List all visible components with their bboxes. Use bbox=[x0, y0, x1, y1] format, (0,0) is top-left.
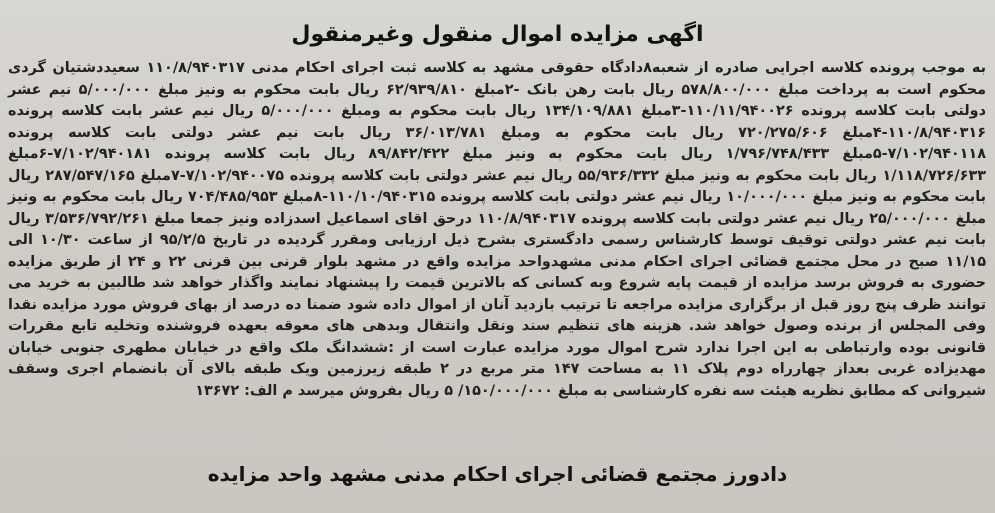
notice-signature: دادورز مجتمع قضائی اجرای احکام مدنی مشهد واحد مزایده bbox=[207, 462, 788, 486]
notice-body: به موجب پرونده کلاسه اجرایی صادره از شعبه۸دادگاه حقوقی مشهد به کلاسه ثبت اجرای احکام مدنی ۱۱۰/۸/۹۴۰۳۱۷ سعیددشتیان گردی محکوم است به پرداخت مبلغ ۵۷۸/۸۰۰/۰۰۰ ریال بابت رهن بانک -۲مبلغ ۶۲/۹۳۹/۸۱۰ ریال بابت محکوم به ونیز مبلغ ۵/۰۰۰/۰۰۰ نیم عشر دولتی بابت کلاسه پرونده ۱۱۰/۱۱/۹۴۰۰۲۶-۳مبلغ ۱۳۴/۱۰۹/۸۸۱ ریال بابت محکوم به ومبلغ ۵/۰۰۰/۰۰۰ ریال نیم عشر بابت کلاسه پرونده ۱۱۰/۸/۹۴۰۳۱۶-۴مبلغ ۷۲۰/۲۷۵/۶۰۶ ریال بابت محکوم به ومبلغ ۳۶/۰۱۳/۷۸۱ ریال بابت نیم عشر دولتی بابت کلاسه پرونده ۷/۱۰۲/۹۴۰۱۱۸-۵مبلغ ۱/۷۹۶/۷۴۸/۴۳۳ ریال بابت محکوم به ونیز مبلغ ۸۹/۸۴۲/۴۲۲ ریال بابت کلاسه پرونده ۷/۱۰۲/۹۴۰۱۸۱-۶مبلغ ۱/۱۱۸/۷۲۶/۶۳۳ ریال بابت محکوم به ونیز مبلغ ۵۵/۹۳۶/۳۳۲ ریال نیم عشر دولتی بابت کلاسه پرونده ۷/۱۰۲/۹۴۰۰۷۵-۷مبلغ ۲۸۷/۵۴۷/۱۶۵ ریال بابت محکوم به ونیز مبلغ ۱۰/۰۰۰/۰۰۰ ریال نیم عشر دولتی بابت کلاسه پرونده ۱۱۰/۱۰/۹۴۰۳۱۵-۸مبلغ ۷۰۴/۴۸۵/۹۵۳ ریال بابت محکوم به ونیز مبلغ ۲۵/۰۰۰/۰۰۰ ریال نیم عشر دولتی بابت کلاسه پرونده ۱۱۰/۸/۹۴۰۳۱۷ درحق اقای اسماعیل اسدزاده ونیز جمعا مبلغ ۳/۵۳۶/۷۹۲/۲۶۱ ریال بابت نیم عشر دولتی توقیف توسط کارشناس رسمی دادگستری بشرح ذیل ارزیابی ومقرر گردیده در تاریخ ۹۵/۲/۵ از ساعت ۱۰/۳۰ الی ۱۱/۱۵ صبح در محل مجتمع قضائی اجرای احکام مدنی مشهدواحد مزایده واقع در مشهد بلوار قرنی بین قرنی ۲۲ و ۲۴ از طریق مزایده حضوری به فروش برسد مزایده از قیمت پایه شروع وبه کسانی که بالاترین قیمت را پیشنهاد نمایند واگذار خواهد شد طالبین به خرید می توانند ظرف پنج روز قبل از برگزاری مزایده مراجعه تا ترتیب بازدید آنان از اموال داده شود ضمنا ده درصد از بهای فروش مورد مزایده نقدا وفی المجلس از برنده وصول خواهد شد. هزینه های تنظیم سند ونقل وانتقال وبدهی های معوقه بعهده فروشنده وتخلیه تابع مقررات قانونی بوده وارتباطی به این اجرا ندارد شرح اموال مورد مزایده عبارت است از :ششدانگ ملک واقع در خیابان مطهری جنوبی خیابان مهدیزاده غربی بعداز چهارراه دوم پلاک ۱۱ به مساحت ۱۴۷ متر مربع در ۲ طبقه زیرزمین ویک طبقه بالای آن بانضمام اجری وسقف شیروانی که مطابق نظریه هیئت سه نفره کارشناسی به مبلغ ۱۵۰/۰۰۰/۰۰۰/ ۵ ریال بفروش میرسد م الف: ۱۳۶۷۲ bbox=[8, 60, 987, 399]
notice-title: اگهی مزایده اموال منقول وغیرمنقول bbox=[291, 22, 704, 47]
